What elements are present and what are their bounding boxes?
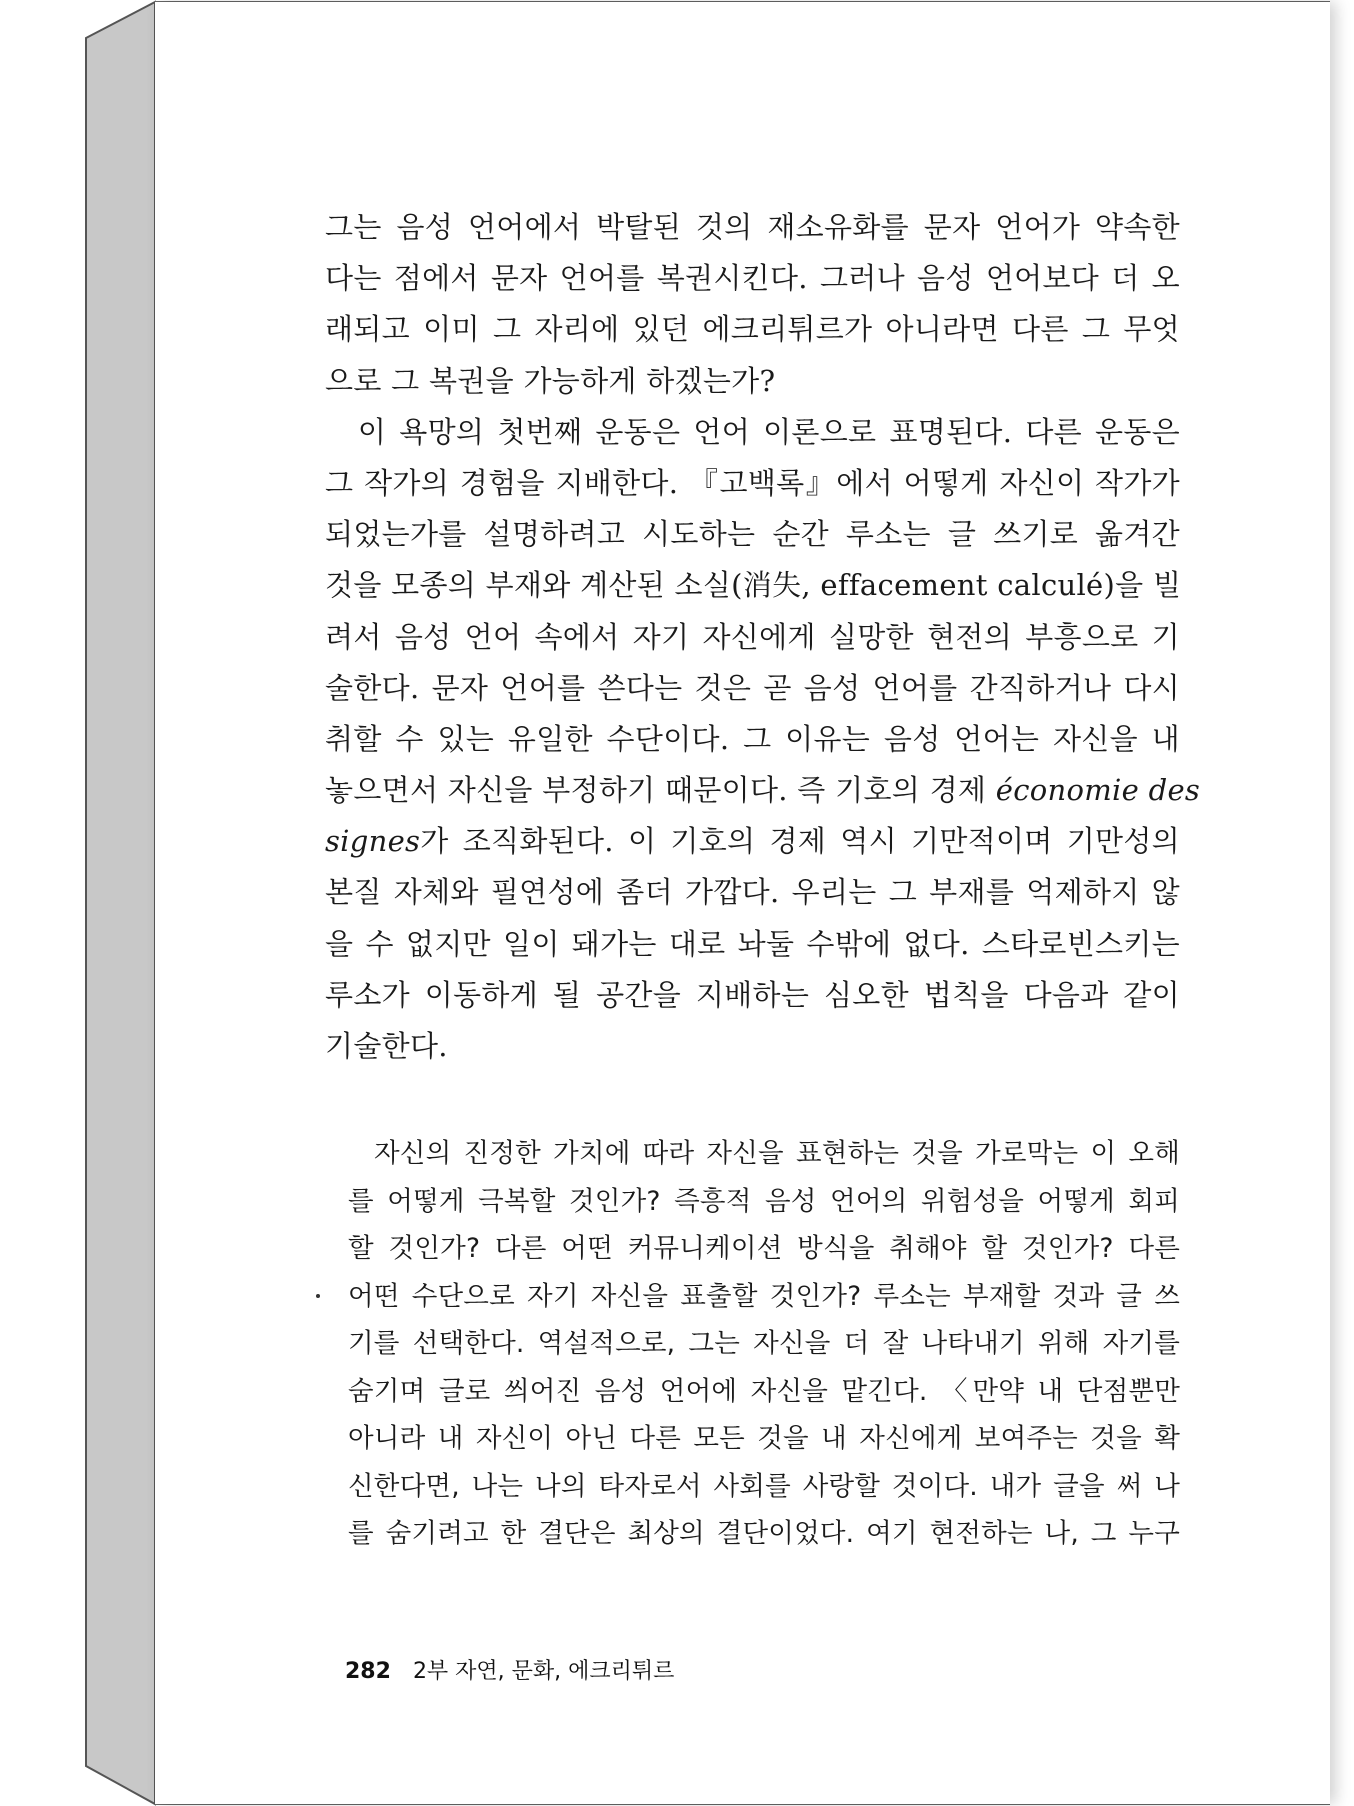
text-line: 자신의 진정한 가치에 따라 자신을 표현하는 것을 가로막는 이 오해 — [374, 1138, 1180, 1169]
body-paragraphs — [325, 202, 1201, 1072]
text-line: signes가 조직화된다. 이 기호의 경제 역시 기만적이며 기만성의 — [325, 824, 1180, 859]
page-number: 282 — [345, 1659, 391, 1684]
text-line: 되었는가를 설명하려고 시도하는 순간 루소는 글 쓰기로 옮겨간 — [325, 517, 1180, 552]
text-line: 기를 선택한다. 역설적으로, 그는 자신을 더 잘 나타내기 위해 자기를 — [348, 1328, 1180, 1359]
text-line: 려서 음성 언어 속에서 자기 자신에게 실망한 현전의 부흥으로 기 — [325, 619, 1180, 654]
text-line: 그 작가의 경험을 지배한다. 『고백록』에서 어떻게 자신이 작가가 — [325, 465, 1180, 500]
text-line: 기술한다. — [325, 1029, 448, 1063]
text-line: 을 수 없지만 일이 돼가는 대로 놔둘 수밖에 없다. 스타로빈스키는 — [325, 926, 1180, 961]
text-line: 취할 수 있는 유일한 수단이다. 그 이유는 음성 언어는 자신을 내 — [325, 721, 1180, 756]
text-line: 본질 자체와 필연성에 좀더 가깝다. 우리는 그 부재를 억제하지 않 — [325, 875, 1180, 910]
text-line: 놓으면서 자신을 부정하기 때문이다. 즉 기호의 경제 économie des — [325, 773, 1201, 808]
page-footer — [345, 1654, 674, 1685]
text-line: 술한다. 문자 언어를 쓴다는 것은 곧 음성 언어를 간직하거나 다시 — [325, 670, 1180, 705]
book-page — [155, 2, 1330, 1804]
text-line: 를 어떻게 극복할 것인가? 즉흥적 음성 언어의 위험성을 어떻게 회피 — [348, 1185, 1180, 1217]
text-line: 그는 음성 언어에서 박탈된 것의 재소유화를 문자 언어가 약속한 — [325, 210, 1180, 244]
text-line: 신한다면, 나는 나의 타자로서 사회를 사랑할 것이다. 내가 글을 써 나 — [348, 1470, 1180, 1502]
text-line: 아니라 내 자신이 아닌 다른 모든 것을 내 자신에게 보여주는 것을 확 — [348, 1423, 1180, 1454]
text-line: 이 욕망의 첫번째 운동은 언어 이론으로 표명된다. 다른 운동은 — [325, 414, 1180, 449]
text-line: 것을 모종의 부재와 계산된 소실(消失, effacement calculé)을 빌 — [325, 568, 1182, 603]
scan-speck — [316, 1294, 320, 1298]
text-line: 를 숨기려고 한 결단은 최상의 결단이었다. 여기 현전하는 나, 그 누구 — [348, 1518, 1180, 1549]
text-line: 어떤 수단으로 자기 자신을 표출할 것인가? 루소는 부재할 것과 글 쓰 — [348, 1280, 1180, 1312]
text-line: 래되고 이미 그 자리에 있던 에크리튀르가 아니라면 다른 그 무엇 — [325, 312, 1180, 347]
text-line: 으로 그 복권을 가능하게 하겠는가? — [325, 363, 776, 398]
block-quote — [348, 1130, 1180, 1558]
running-title: 2부 자연, 문화, 에크리튀르 — [412, 1659, 675, 1684]
text-line: 루소가 이동하게 될 공간을 지배하는 심오한 법칙을 다음과 같이 — [325, 977, 1180, 1012]
text-line: 할 것인가? 다른 어떤 커뮤니케이션 방식을 취해야 할 것인가? 다른 — [348, 1233, 1180, 1264]
text-line: 숨기며 글로 씌어진 음성 언어에 자신을 맡긴다. 〈만약 내 단점뿐만 — [348, 1375, 1180, 1407]
text-line: 다는 점에서 문자 언어를 복권시킨다. 그러나 음성 언어보다 더 오 — [325, 261, 1180, 296]
